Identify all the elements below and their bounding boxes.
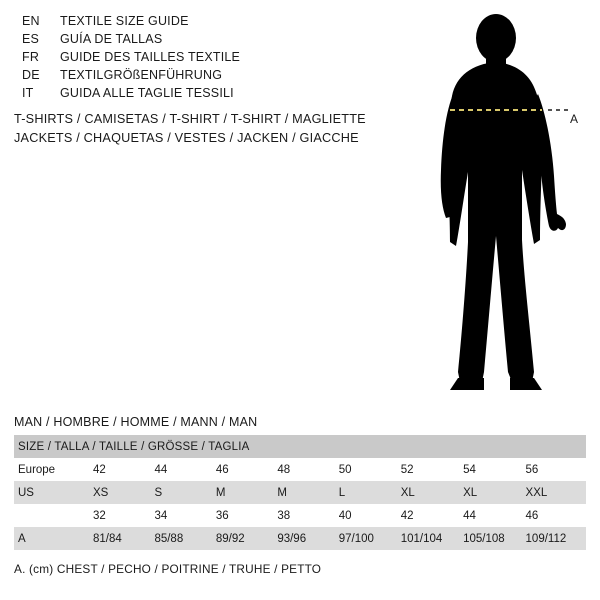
table-cell: 97/100 — [337, 527, 399, 550]
table-cell: 32 — [91, 504, 152, 527]
size-table-block — [14, 415, 586, 576]
table-row — [14, 527, 586, 550]
legend-language-code: IT — [22, 86, 34, 100]
legend-language-code: EN — [22, 14, 40, 28]
male-silhouette-icon — [420, 10, 600, 400]
table-cell: XXL — [524, 481, 586, 504]
table-cell: M — [275, 481, 336, 504]
table-cell: 42 — [91, 458, 152, 481]
legend-language-text: GUÍA DE TALLAS — [60, 32, 163, 46]
table-cell: S — [152, 481, 213, 504]
legend-language-text: GUIDA ALLE TAGLIE TESSILI — [60, 86, 234, 100]
legend-language-text: TEXTILE SIZE GUIDE — [60, 14, 189, 28]
legend-language-text: TEXTILGRÖßENFÜHRUNG — [60, 68, 223, 82]
table-cell: 34 — [152, 504, 213, 527]
table-cell: 46 — [214, 458, 275, 481]
table-cell: 42 — [399, 504, 461, 527]
table-cell: 85/88 — [152, 527, 213, 550]
table-cell: 81/84 — [91, 527, 152, 550]
table-cell: XS — [91, 481, 152, 504]
legend-language-code: ES — [22, 32, 40, 46]
table-cell: L — [337, 481, 399, 504]
category-jackets: JACKETS / CHAQUETAS / VESTES / JACKEN / GIACCHE — [14, 131, 359, 145]
garment-categories — [14, 110, 414, 148]
table-header-row — [14, 435, 586, 458]
legend-language-code: FR — [22, 50, 40, 64]
row-label: Europe — [14, 458, 91, 481]
table-cell: 40 — [337, 504, 399, 527]
table-row — [14, 458, 586, 481]
legend-row — [22, 50, 372, 68]
table-cell: 52 — [399, 458, 461, 481]
table-cell: 36 — [214, 504, 275, 527]
size-table — [14, 435, 586, 550]
row-label — [14, 504, 91, 527]
row-label: A — [14, 527, 91, 550]
table-cell: 38 — [275, 504, 336, 527]
table-cell: XL — [399, 481, 461, 504]
measure-marker-label: A — [570, 112, 579, 126]
table-title: MAN / HOMBRE / HOMME / MANN / MAN — [14, 415, 258, 429]
table-footnote: A. (cm) CHEST / PECHO / POITRINE / TRUHE / PETTO — [14, 562, 322, 576]
legend-row — [22, 68, 372, 86]
table-cell: 56 — [524, 458, 586, 481]
table-cell: 54 — [461, 458, 523, 481]
legend-row — [22, 32, 372, 50]
table-cell: 109/112 — [524, 527, 586, 550]
legend-language-text: GUIDE DES TAILLES TEXTILE — [60, 50, 241, 64]
table-cell: 50 — [337, 458, 399, 481]
table-cell: 93/96 — [275, 527, 336, 550]
table-row — [14, 504, 586, 527]
table-cell: 89/92 — [214, 527, 275, 550]
legend-language-code: DE — [22, 68, 40, 82]
table-cell: 48 — [275, 458, 336, 481]
table-cell: 105/108 — [461, 527, 523, 550]
table-row — [14, 481, 586, 504]
table-cell: 44 — [152, 458, 213, 481]
table-cell: XL — [461, 481, 523, 504]
legend-row — [22, 14, 372, 32]
row-label: US — [14, 481, 91, 504]
table-cell: 44 — [461, 504, 523, 527]
category-tshirts: T-SHIRTS / CAMISETAS / T-SHIRT / T-SHIRT / MAGLIETTE — [14, 112, 366, 126]
body-figure — [420, 10, 600, 400]
table-header-label: SIZE / TALLA / TAILLE / GRÖSSE / TAGLIA — [14, 435, 586, 458]
legend-row — [22, 86, 372, 104]
language-legend — [22, 14, 372, 104]
table-cell: 46 — [524, 504, 586, 527]
table-cell: 101/104 — [399, 527, 461, 550]
table-cell: M — [214, 481, 275, 504]
